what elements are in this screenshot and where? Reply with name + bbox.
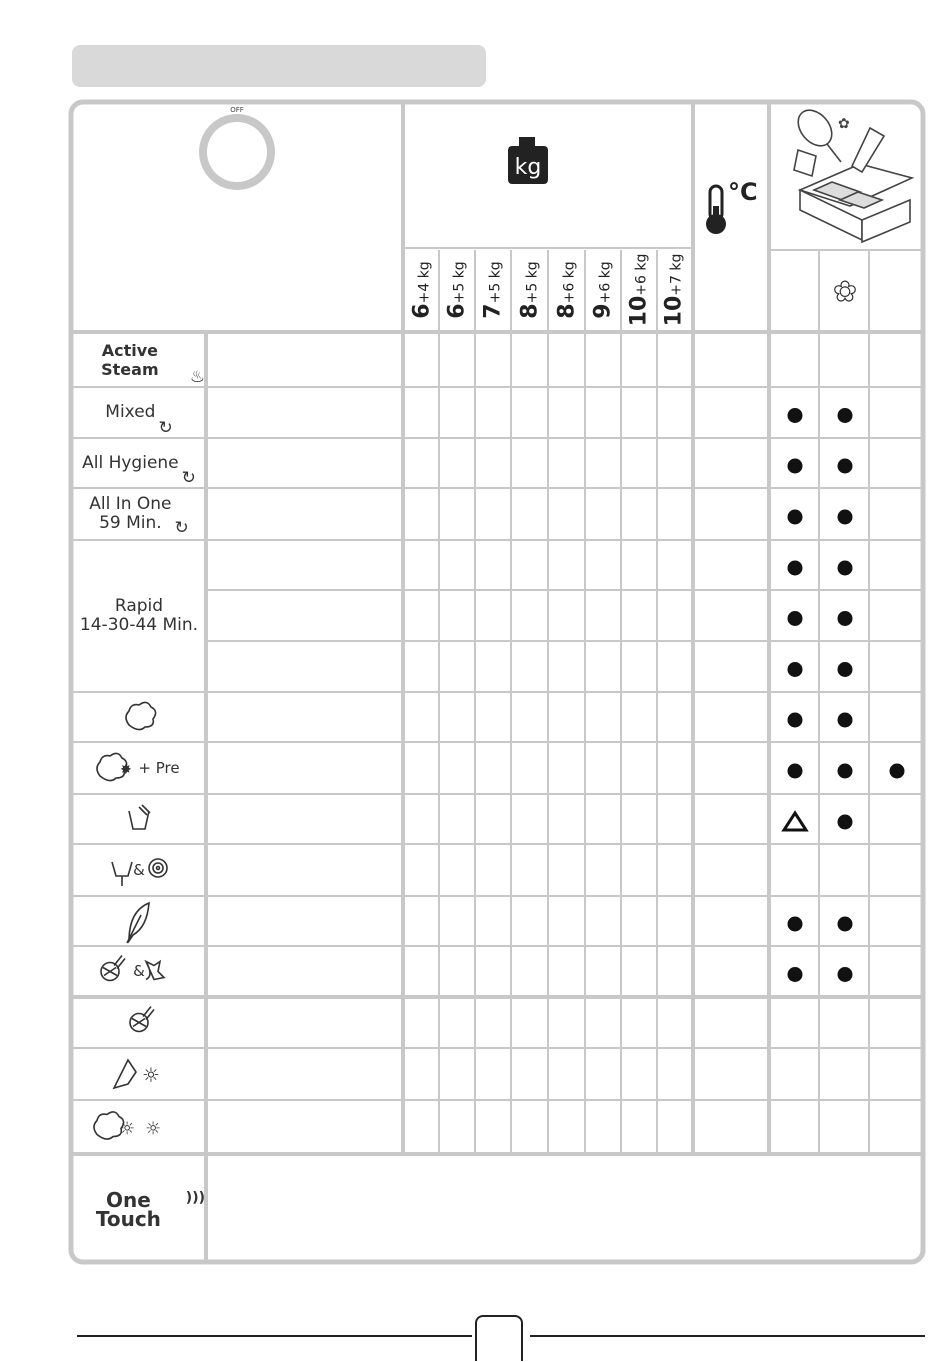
svg-text:☼: ☼ [142, 1063, 160, 1087]
load-capacity-header: 8+6 kg [554, 261, 579, 319]
program-label: Active Steam ♨ [101, 341, 205, 387]
celsius-label: °C [728, 178, 758, 206]
mix-cycle-icon: ↻ [181, 468, 196, 488]
detergent-dot-mark [788, 967, 803, 982]
nfc-icon: ))) [185, 1189, 205, 1206]
program-label: & [133, 860, 145, 879]
one-touch-label: One Touch ))) [95, 1188, 205, 1231]
program-label [73, 1100, 205, 1153]
detergent-dot-mark [788, 764, 803, 779]
load-capacity-header: 7+5 kg [480, 261, 506, 319]
detergent-dot-mark [838, 815, 853, 830]
detergent-dot-mark [838, 764, 853, 779]
footer-rule-left [77, 1335, 472, 1337]
detergent-dot-mark [788, 662, 803, 677]
detergent-dot-mark [838, 510, 853, 525]
optional-triangle-mark [784, 813, 806, 830]
page-number-box [475, 1315, 523, 1361]
detergent-dot-mark [838, 611, 853, 626]
detergent-dot-mark [788, 917, 803, 932]
program-label [73, 896, 205, 946]
detergent-dot-mark [788, 408, 803, 423]
program-label [73, 1048, 205, 1100]
detergent-dot-mark [788, 713, 803, 728]
load-capacity-header: 6+4 kg [409, 261, 435, 319]
mix-cycle-icon: ↻ [158, 418, 173, 438]
detergent-dot-mark [838, 917, 853, 932]
load-capacity-header: 8+5 kg [517, 261, 542, 319]
detergent-dot-mark [838, 459, 853, 474]
program-label: + Pre [138, 758, 180, 777]
load-capacity-header: 10+6 kg [626, 253, 652, 327]
softener-flower-icon: ✿ [833, 275, 857, 308]
detergent-dot-mark [838, 561, 853, 576]
knob-off-label: OFF [230, 106, 244, 114]
weight-icon [508, 137, 548, 184]
program-label [73, 692, 205, 742]
detergent-dot-mark [838, 662, 853, 677]
steam-icon: ♨ [189, 367, 205, 387]
program-label: All Hygiene ↻ [82, 452, 196, 488]
detergent-dot-mark [788, 611, 803, 626]
load-capacity-header: 10+7 kg [661, 253, 687, 327]
svg-text:☼: ☼ [145, 1118, 162, 1140]
load-capacity-header: 9+6 kg [590, 261, 616, 319]
svg-text:☼: ☼ [119, 1118, 136, 1140]
svg-text:✿: ✿ [838, 116, 850, 132]
detergent-dot-mark [788, 561, 803, 576]
detergent-drawer-icon [791, 104, 912, 242]
mix-cycle-icon: ↻ [174, 518, 189, 538]
thermometer-icon [706, 186, 726, 234]
program-label: Rapid 14-30-44 Min. [79, 596, 199, 635]
program-label [73, 794, 205, 844]
program-label: & [133, 962, 145, 980]
detergent-dot-mark [838, 713, 853, 728]
detergent-dot-mark [788, 459, 803, 474]
svg-text:✸: ✸ [120, 762, 132, 778]
program-knob [199, 106, 275, 190]
program-label [73, 997, 205, 1048]
detergent-dot-mark [890, 764, 905, 779]
program-label: Mixed ↻ [105, 402, 173, 438]
load-capacity-header: 6+5 kg [444, 261, 470, 319]
footer-rule-right [530, 1335, 925, 1337]
detergent-dot-mark [838, 408, 853, 423]
detergent-dot-mark [838, 967, 853, 982]
svg-text:kg: kg [514, 155, 542, 180]
detergent-dot-mark [788, 510, 803, 525]
program-label: All In One 59 Min. ↻ [89, 494, 189, 538]
